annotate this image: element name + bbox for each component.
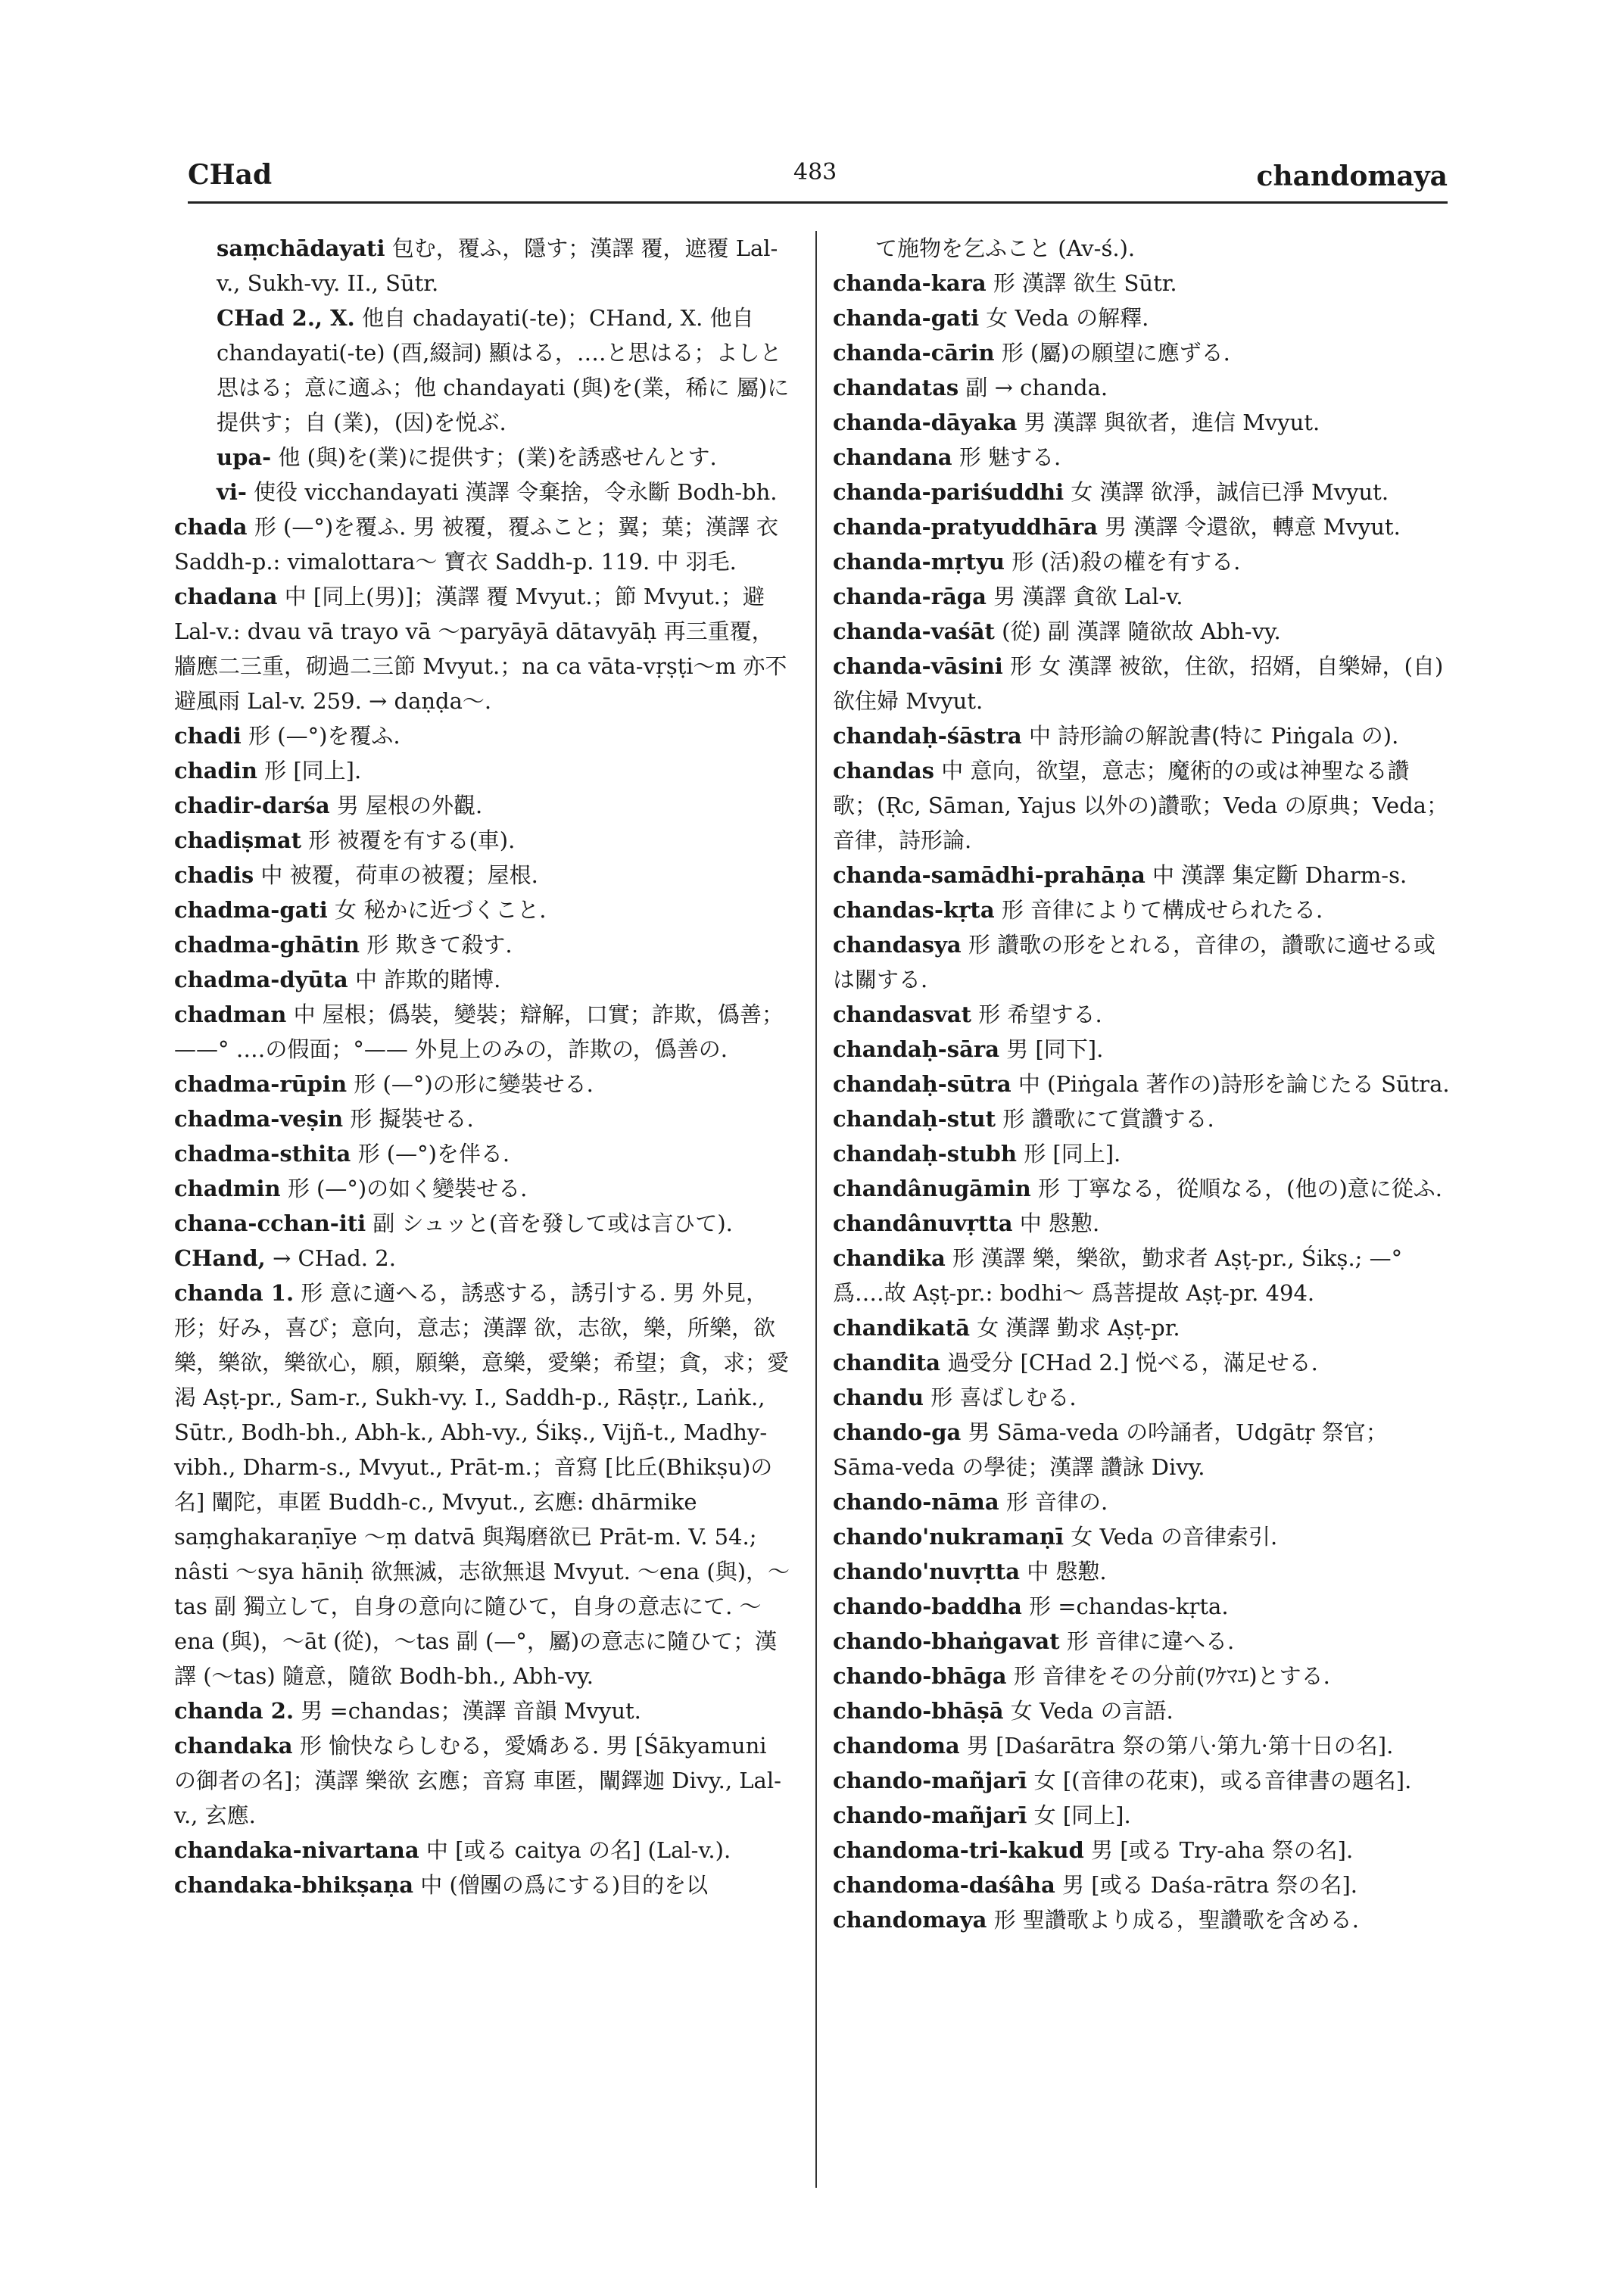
dictionary-entry	[833, 1136, 1450, 1171]
entry-definition: 包む，覆ふ，隱す；漢譯 覆，遮覆 Lal-v., Sukh-vy. II., Sūtr.	[217, 235, 778, 296]
entry-definition: 中 (Piṅgala 著作の)詩形を論じたる Sūtra.	[1018, 1071, 1450, 1097]
entry-headword: chandikatā	[833, 1315, 970, 1341]
entry-definition: 男 =chandas；漢譯 音韻 Mvyut.	[301, 1698, 641, 1724]
entry-headword: CHand,	[174, 1245, 266, 1271]
entry-definition: 形 擬裝せる.	[350, 1106, 474, 1132]
entry-definition: 中 詐欺的賭博.	[354, 967, 501, 992]
entry-definition: 女 Veda の言語.	[1010, 1698, 1174, 1724]
entry-headword: saṃchādayati	[217, 235, 385, 261]
dictionary-entry	[833, 509, 1450, 544]
entry-definition: 中 (僧團の爲にする)目的を以	[420, 1872, 709, 1898]
entry-definition: 他自 chadayati(-te)；CHand, X. 他自 chandayati(-te) (酉,綴詞) 顯はる，‥‥と思はる；よしと思はる；意に適ふ；他 chandayati (與)を(業，稀に 屬)に提供す；自 (業)，(因)を悦ぶ.	[217, 305, 790, 435]
entry-headword: chadma-veṣin	[174, 1106, 344, 1132]
entry-definition: 形 聖讚歌より成る，聖讚歌を含める.	[993, 1907, 1360, 1933]
entry-definition: 男 Sāma-veda の吟誦者，Udgātṛ 祭官；Sāma-veda の學徒；漢譯 讚詠 Divy.	[833, 1419, 1388, 1480]
entry-headword: chandaka-bhikṣaṇa	[174, 1872, 414, 1898]
entry-headword: chanda-cārin	[833, 340, 995, 366]
entry-definition: 形 =chandas-kṛta.	[1029, 1594, 1229, 1619]
entry-definition: 形 (—°)の如く變裝せる.	[287, 1176, 528, 1201]
dictionary-entry	[833, 1554, 1450, 1589]
entry-definition: 副 → chanda.	[965, 375, 1108, 400]
entry-headword: chadma-gati	[174, 897, 328, 923]
dictionary-entry	[833, 718, 1450, 753]
entry-definition: 中 被覆，荷車の被覆；屋根.	[260, 862, 538, 888]
entry-headword: chandasvat	[833, 1002, 972, 1027]
dictionary-entry	[833, 1833, 1450, 1868]
entry-headword: chadma-dyūta	[174, 967, 348, 992]
entry-definition: 形 音律に違へる.	[1066, 1628, 1235, 1654]
entry-definition: 形 (—°)の形に變裝せる.	[354, 1071, 594, 1097]
dictionary-entry	[833, 1067, 1450, 1101]
entry-definition: 形 [同上].	[264, 758, 362, 784]
entry-headword: chadma-sthita	[174, 1141, 351, 1167]
dictionary-entry	[833, 1101, 1450, 1136]
dictionary-entry	[174, 718, 791, 753]
dictionary-entry	[174, 1101, 791, 1136]
dictionary-entry	[833, 370, 1450, 405]
entry-definition: 中 慇懃.	[1027, 1559, 1107, 1584]
entry-definition: 男 [或る Try-aha 祭の名].	[1091, 1837, 1354, 1863]
entry-headword: upa-	[217, 444, 272, 470]
dictionary-entry	[833, 335, 1450, 370]
dictionary-entry	[833, 1171, 1450, 1206]
dictionary-entry	[833, 614, 1450, 649]
entry-definition: 女 Veda の音律索引.	[1071, 1524, 1278, 1550]
running-head-left: CHad	[188, 159, 273, 191]
entry-headword: chanda-pratyuddhāra	[833, 514, 1098, 540]
entry-definition: 女 [(音律の花束)，或る音律書の題名].	[1033, 1768, 1412, 1793]
dictionary-entry	[174, 893, 791, 927]
entry-definition: 中 [同上(男)]；漢譯 覆 Mvyut.；節 Mvyut.；避 Lal-v.: dvau vā trayo vā 〜paryāyā dātavyāḥ 再三重覆，牆應二三重，砌過二三節 Mvyut.；na ca vāta-vṛṣṭi〜m 亦不避風雨 Lal-v. 259. → daṇḍa〜.	[174, 584, 787, 714]
entry-headword: chandaḥ-sāra	[833, 1036, 999, 1062]
dictionary-entry	[833, 1693, 1450, 1728]
entry-definition: 形 讚歌にて賞讚する.	[1002, 1106, 1214, 1132]
entry-definition: 形 音律の.	[1005, 1489, 1108, 1515]
dictionary-entry	[174, 509, 791, 579]
entry-headword: chadana	[174, 584, 278, 609]
entry-headword: chando-bhāga	[833, 1663, 1007, 1689]
dictionary-entry	[174, 1276, 791, 1693]
entry-headword: chadma-ghātin	[174, 932, 360, 958]
dictionary-entry	[174, 1067, 791, 1101]
dictionary-entry	[174, 440, 791, 475]
entry-definition: 使役 vicchandayati 漢譯 令棄捨，令永斷 Bodh-bh.	[254, 479, 778, 505]
entry-headword: chadin	[174, 758, 257, 784]
running-head-right: chandomaya	[1256, 160, 1448, 192]
entry-definition: 形 丁寧なる，從順なる，(他の)意に從ふ.	[1037, 1176, 1443, 1201]
entry-definition: 形 女 漢譯 被欲，住欲，招婿，自樂婦，(自)欲住婦 Mvyut.	[833, 653, 1444, 714]
entry-definition: 女 漢譯 勤求 Aṣṭ-pr.	[977, 1315, 1180, 1341]
entry-definition: 形 (屬)の願望に應ずる.	[1001, 340, 1230, 366]
dictionary-entry	[174, 788, 791, 823]
entry-headword: chando-bhāṣā	[833, 1698, 1004, 1724]
dictionary-entry	[833, 544, 1450, 579]
entry-headword: chandaḥ-stut	[833, 1106, 996, 1132]
dictionary-entry	[174, 823, 791, 858]
entry-definition: 男 漢譯 與欲者，進信 Mvyut.	[1024, 410, 1320, 435]
dictionary-entry	[833, 266, 1450, 301]
entry-definition: 男 漢譯 令還欲，轉意 Mvyut.	[1105, 514, 1401, 540]
dictionary-entry	[174, 858, 791, 893]
dictionary-entry	[833, 1798, 1450, 1833]
dictionary-entry	[174, 753, 791, 788]
entry-definition: 中 [或る caitya の名] (Lal-v.).	[425, 1837, 731, 1863]
dictionary-entry	[174, 1171, 791, 1206]
page-number: 483	[793, 159, 837, 185]
entry-definition: 中 慇懃.	[1019, 1210, 1100, 1236]
entry-definition: 形 魅する.	[959, 444, 1061, 470]
dictionary-entry	[833, 1415, 1450, 1485]
entry-headword: chandika	[833, 1245, 946, 1271]
entry-definition: 男 [Daśarātra 祭の第八·第九·第十日の名].	[966, 1733, 1394, 1759]
dictionary-entry	[833, 1659, 1450, 1693]
dictionary-entry	[833, 440, 1450, 475]
entry-headword: chando-bhaṅgavat	[833, 1628, 1060, 1654]
dictionary-entry	[833, 405, 1450, 440]
dictionary-entry	[174, 475, 791, 509]
entry-headword: chanda-gati	[833, 305, 980, 331]
dictionary-entry	[833, 1624, 1450, 1659]
entry-definition: 女 [同上].	[1033, 1802, 1131, 1828]
entry-headword: chadma-rūpin	[174, 1071, 348, 1097]
dictionary-entry	[174, 1868, 791, 1902]
dictionary-entry	[833, 1345, 1450, 1380]
entry-headword: chanda-vaśāt	[833, 618, 995, 644]
dictionary-entry	[833, 753, 1450, 858]
entry-headword: chando-nāma	[833, 1489, 999, 1515]
entry-definition: 形 [同上].	[1024, 1141, 1121, 1167]
entry-headword: chanda-vāsini	[833, 653, 1003, 679]
entry-headword: chadir-darśa	[174, 793, 330, 818]
dictionary-entry	[174, 1136, 791, 1171]
entry-headword: chadis	[174, 862, 254, 888]
entry-headword: chando'nukramaṇī	[833, 1524, 1064, 1550]
entry-definition: 形 愉快ならしむる，愛嬌ある. 男 [Śākyamuni の御者の名]；漢譯 樂欲 玄應；音寫 車匿，闡鐸迦 Divy., Lal-v., 玄應.	[174, 1733, 781, 1828]
entry-headword: chandaḥ-śāstra	[833, 723, 1022, 749]
entry-definition: 形 被覆を有する(車).	[308, 827, 516, 853]
entry-definition: 女 漢譯 欲淨，誠信已淨 Mvyut.	[1071, 479, 1389, 505]
entry-headword: chando-mañjarī	[833, 1802, 1027, 1828]
dictionary-entry	[174, 1241, 791, 1276]
entry-definition: 他 (與)を(業)に提供す；(業)を誘惑せんとす.	[278, 444, 717, 470]
header-rule	[188, 201, 1448, 204]
entry-headword: chadiṣmat	[174, 827, 302, 853]
entry-headword: chandas	[833, 758, 935, 784]
entry-headword: chanda-mṛtyu	[833, 549, 1005, 575]
dictionary-entry	[174, 997, 791, 1067]
dictionary-entry	[833, 858, 1450, 893]
entry-definition: 形 喜ばしむる.	[930, 1385, 1077, 1410]
dictionary-entry	[174, 1833, 791, 1868]
entry-headword: chando-ga	[833, 1419, 962, 1445]
dictionary-entry	[174, 1728, 791, 1833]
entry-headword: chandânuvṛtta	[833, 1210, 1013, 1236]
entry-definition: て施物を乞ふこと (Av-ś.).	[875, 235, 1136, 261]
entry-definition: 男 屋根の外觀.	[336, 793, 483, 818]
entry-headword: chanda-kara	[833, 270, 987, 296]
entry-headword: chanda-samādhi-prahāṇa	[833, 862, 1146, 888]
dictionary-entry	[174, 231, 791, 301]
entry-headword: chandoma-tri-kakud	[833, 1837, 1084, 1863]
dictionary-entry	[833, 301, 1450, 335]
entry-definition: 中 漢譯 集定斷 Dharm-s.	[1152, 862, 1407, 888]
entry-definition: (從) 副 漢譯 隨欲故 Abh-vy.	[1002, 618, 1281, 644]
entry-headword: chandu	[833, 1385, 924, 1410]
dictionary-entry	[833, 893, 1450, 927]
dictionary-entry	[833, 579, 1450, 614]
dictionary-entry	[833, 475, 1450, 509]
entry-headword: chandatas	[833, 375, 959, 400]
entry-headword: chandaḥ-stubh	[833, 1141, 1017, 1167]
dictionary-entry	[174, 927, 791, 962]
entry-headword: vi-	[217, 479, 247, 505]
dictionary-entry	[833, 927, 1450, 997]
entry-definition: 形 音律によりて構成せられたる.	[1001, 897, 1323, 923]
entry-definition: 男 [或る Daśa-rātra 祭の名].	[1062, 1872, 1358, 1898]
page-header	[0, 0, 1624, 227]
entry-headword: CHad 2., X.	[217, 305, 355, 331]
entry-headword: chandana	[833, 444, 952, 470]
left-column	[174, 231, 791, 1902]
entry-definition: 中 屋根；僞裝，變裝；辯解，口實；詐欺，僞善；——° ‥‥の假面；°—— 外見上のみの，詐欺の，僞善の.	[174, 1002, 784, 1062]
dictionary-entry	[174, 301, 791, 440]
dictionary-entry	[833, 1519, 1450, 1554]
right-column	[833, 231, 1450, 1937]
entry-headword: chando'nuvṛtta	[833, 1559, 1020, 1584]
entry-headword: chandomaya	[833, 1907, 987, 1933]
entry-headword: chandita	[833, 1350, 941, 1375]
entry-headword: chanda-pariśuddhi	[833, 479, 1064, 505]
entry-definition: 形 讚歌の形をとれる，音律の，讚歌に適せる或は關する.	[833, 932, 1435, 992]
entry-headword: chadi	[174, 723, 242, 749]
entry-headword: chanda 2.	[174, 1698, 295, 1724]
entry-definition: 中 意向，欲望，意志；魔術的の或は神聖なる讚歌；(Ṛc, Sāman, Yajus 以外の)讚歌；Veda の原典；Veda；音律，詩形論.	[833, 758, 1448, 853]
entry-headword: chandaka	[174, 1733, 293, 1759]
dictionary-entry	[833, 1310, 1450, 1345]
entry-headword: chanda-rāga	[833, 584, 987, 609]
dictionary-entry	[833, 1380, 1450, 1415]
entry-definition: 副 シュッと(音を發して或は言ひて).	[372, 1210, 733, 1236]
entry-headword: chana-cchan-iti	[174, 1210, 366, 1236]
entry-definition: 形 意に適へる，誘惑する，誘引する. 男 外見，形；好み，喜び；意向，意志；漢譯 欲，志欲，樂，所樂，欲樂，樂欲，樂欲心，願，願樂，意樂，愛樂；希望；貪，求；愛渇 Aṣṭ-pr., Sam-r., Sukh-vy. I., Saddh-p., Rāṣṭr., Laṅk., Sūtr., Bodh-bh., Abh-k., Abh-vy., Śikṣ., Vijñ-t., Madhy-vibh., Dharm-s., Mvyut., Prāt-m.；音寫 [比丘(Bhikṣu)の名] 闡陀，車匿 Buddh-c., Mvyut., 玄應: dhārmike saṃghakaraṇīye 〜ṃ datvā 與羯磨欲已 Prāt-m. V. 54.; nâsti 〜sya hāniḥ 欲無滅，志欲無退 Mvyut. 〜ena (與)，〜tas 副 獨立して，自身の意向に隨ひて，自身の意志にて. 〜ena (與)，〜āt (從)，〜tas 副 (—°，屬)の意志に隨ひて；漢譯 (〜tas) 隨意，隨欲 Bodh-bh., Abh-vy.	[174, 1280, 790, 1689]
entry-headword: chandânugāmin	[833, 1176, 1031, 1201]
dictionary-entry	[833, 1032, 1450, 1067]
entry-definition: 女 秘かに近づくこと.	[335, 897, 547, 923]
entry-headword: chanda-dāyaka	[833, 410, 1018, 435]
dictionary-entry	[833, 1241, 1450, 1310]
entry-headword: chadmin	[174, 1176, 281, 1201]
entry-definition: 形 (—°)を伴る.	[357, 1141, 510, 1167]
entry-definition: 中 詩形論の解說書(特に Piṅgala の).	[1028, 723, 1399, 749]
dictionary-entry	[833, 997, 1450, 1032]
dictionary-entry	[833, 1485, 1450, 1519]
entry-headword: chando-baddha	[833, 1594, 1022, 1619]
entry-definition: 女 Veda の解釋.	[986, 305, 1149, 331]
entry-headword: chandoma	[833, 1733, 960, 1759]
dictionary-entry	[174, 579, 791, 718]
entry-definition: 形 (活)殺の權を有する.	[1011, 549, 1241, 575]
entry-definition: 形 欺きて殺す.	[366, 932, 513, 958]
entry-definition: 形 (—°)を覆ふ. 男 被覆，覆ふこと；翼；葉；漢譯 衣 Saddh-p.: vimalottara〜 寶衣 Saddh-p. 119. 中 羽毛.	[174, 514, 779, 575]
entry-definition: 過受分 [CHad 2.] 悦べる，滿足せる.	[947, 1350, 1318, 1375]
column-divider	[815, 231, 817, 2188]
dictionary-entry	[174, 1206, 791, 1241]
entry-definition: 形 漢譯 樂，樂欲，勤求者 Aṣṭ-pr., Śikṣ.; —° 爲‥‥故 Aṣṭ-pr.: bodhi〜 爲菩提故 Aṣṭ-pr. 494.	[833, 1245, 1403, 1306]
dictionary-entry	[174, 1693, 791, 1728]
dictionary-entry	[833, 1589, 1450, 1624]
dictionary-entry	[833, 1728, 1450, 1763]
entry-headword: chandas-kṛta	[833, 897, 995, 923]
entry-definition: 形 希望する.	[978, 1002, 1102, 1027]
entry-headword: chandaḥ-sūtra	[833, 1071, 1011, 1097]
entry-definition: 形 音律をその分前(ﾜｹﾏｴ)とする.	[1013, 1663, 1330, 1689]
entry-headword: chadman	[174, 1002, 287, 1027]
entry-headword: chada	[174, 514, 248, 540]
dictionary-entry	[833, 1868, 1450, 1902]
entry-definition: 男 [同下].	[1006, 1036, 1104, 1062]
dictionary-entry	[833, 1763, 1450, 1798]
dictionary-entry	[833, 649, 1450, 718]
dictionary-entry	[174, 962, 791, 997]
dictionary-entry	[833, 231, 1450, 266]
entry-definition: → CHad. 2.	[272, 1245, 396, 1271]
entry-headword: chanda 1.	[174, 1280, 295, 1306]
entry-definition: 形 漢譯 欲生 Sūtr.	[993, 270, 1177, 296]
entry-headword: chandaka-nivartana	[174, 1837, 419, 1863]
entry-definition: 男 漢譯 貪欲 Lal-v.	[993, 584, 1183, 609]
entry-definition: 形 (—°)を覆ふ.	[248, 723, 401, 749]
entry-headword: chandasya	[833, 932, 962, 958]
entry-headword: chandoma-daśâha	[833, 1872, 1055, 1898]
dictionary-entry	[833, 1902, 1450, 1937]
entry-headword: chando-mañjarī	[833, 1768, 1027, 1793]
dictionary-entry	[833, 1206, 1450, 1241]
